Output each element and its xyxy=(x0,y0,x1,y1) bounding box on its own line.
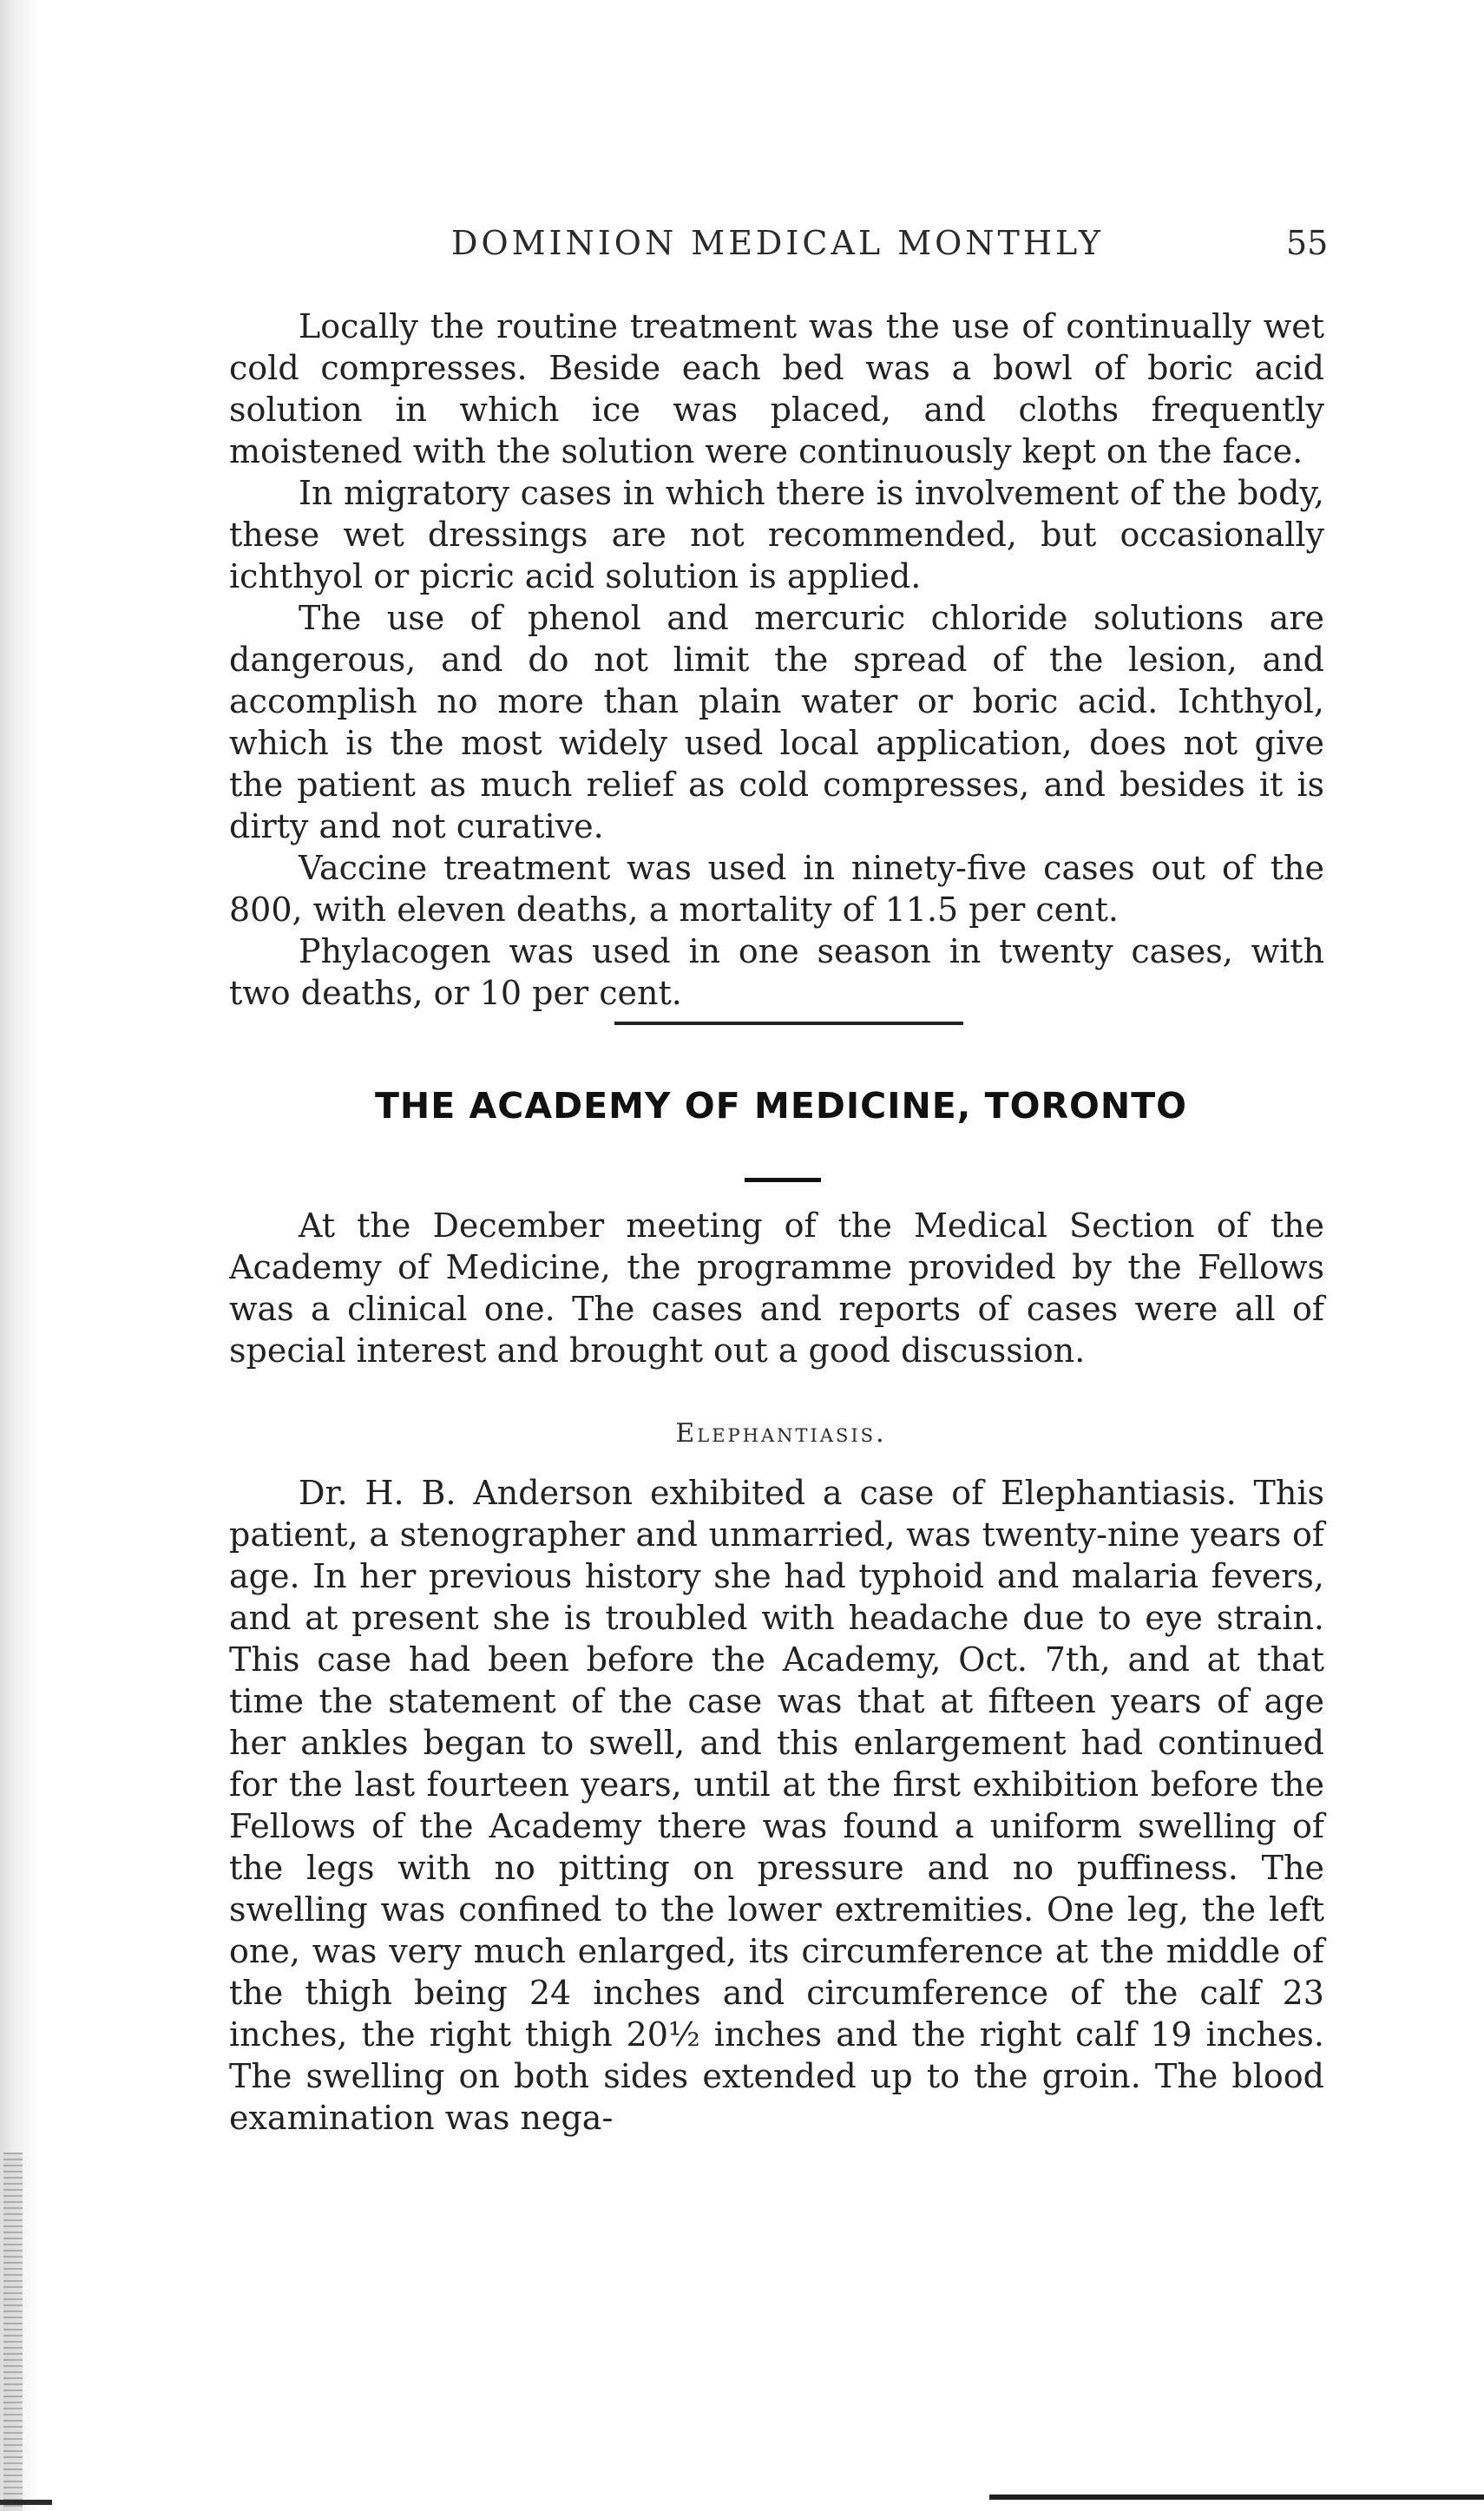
paragraph-phylacogen: Phylacogen was used in one season in twenty cases, with two deaths, or 10 per cent. xyxy=(229,932,1324,1012)
bottom-edge-rule xyxy=(989,2495,1484,2500)
paragraph-vaccine: Vaccine treatment was used in ninety-five cases out of the 800, with eleven deaths, a mortality of 11.5 per cent. xyxy=(229,849,1324,929)
case-subheading: Elephantiasis. xyxy=(675,1418,887,1449)
section-divider-rule xyxy=(614,1022,963,1025)
title-underline-rule xyxy=(745,1178,821,1182)
binding-edge-speckle xyxy=(3,2153,23,2511)
paragraph-phenol: The use of phenol and mercuric chloride solutions are dangerous, and do not limit the spread of the lesion, and accomplish no more than plain water or boric acid. Ichthyol, which is the most widely used local application, does not give the patient as much relief as cold compresses, and besides it is dirty and not curative. xyxy=(229,599,1324,845)
binding-edge-shadow xyxy=(0,0,39,2511)
continuation-text xyxy=(229,306,1324,1014)
paragraph-migratory: In migratory cases in which there is involvement of the body, these wet dressings are not recommended, but occasionally ichthyol or picric acid solution is applied. xyxy=(229,474,1324,595)
article-title: THE ACADEMY OF MEDICINE, TORONTO xyxy=(374,1085,1188,1127)
page-number: 55 xyxy=(1286,224,1329,262)
running-title: DOMINION MEDICAL MONTHLY xyxy=(451,224,1104,262)
article-intro xyxy=(229,1205,1324,1371)
article-body xyxy=(229,1472,1324,2139)
bottom-edge-mark-left xyxy=(0,2500,52,2505)
paragraph-elephantiasis-case: Dr. H. B. Anderson exhibited a case of Elephantiasis. This patient, a stenographer and unmarried, was twenty-nine years of age. In her previous history she had typhoid and malaria fevers, and at present she is troubled with headache due to eye strain. This case had been before the Academy, Oct. 7th, and at that time the statement of the case was that at fifteen years of age her ankles began to swell, and this enlargement had continued for the last fourteen years, until at the first exhibition before the Fellows of the Academy there was found a uniform swelling of the legs with no pitting on pressure and no puffiness. The swelling was confined to the lower extremities. One leg, the left one, was very much enlarged, its circumference at the middle of the thigh being 24 inches and circumference of the calf 23 inches, the right thigh 20½ inches and the right calf 19 inches. The swelling on both sides extended up to the groin. The blood examination was nega- xyxy=(229,1474,1324,2137)
paragraph-intro: At the December meeting of the Medical Section of the Academy of Medicine, the programme provided by the Fellows was a clinical one. The cases and reports of cases were all of special interest and brought out a good discussion. xyxy=(229,1206,1324,1370)
paragraph-treatment: Locally the routine treatment was the use of continually wet cold compresses. Beside each bed was a bowl of boric acid solution in which ice was placed, and cloths frequently moistened with the solution were continuously kept on the face. xyxy=(229,307,1324,470)
running-head xyxy=(0,224,1484,269)
